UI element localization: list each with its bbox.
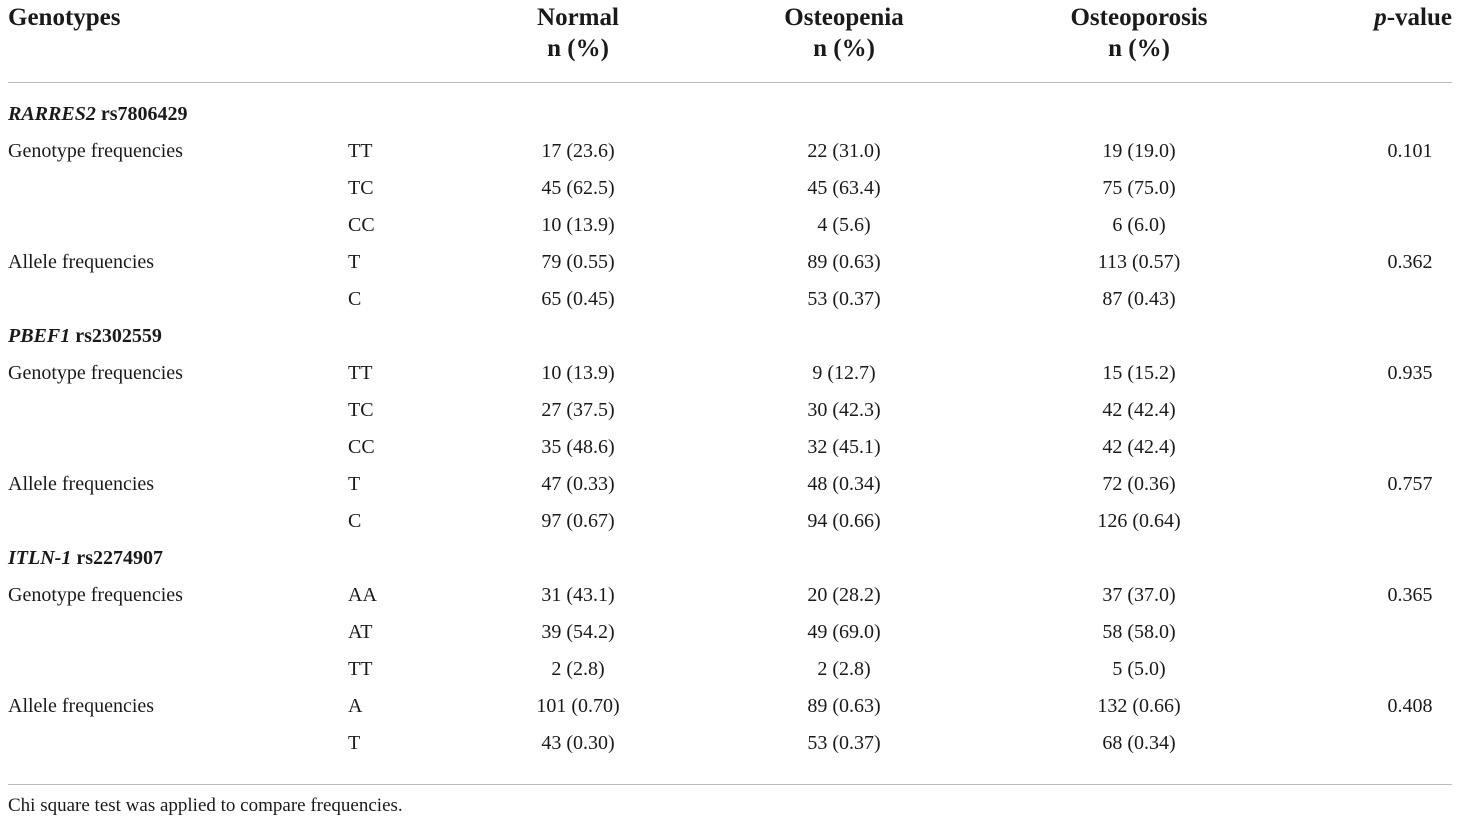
frequency-group: Allele frequencies xyxy=(8,251,155,273)
table-row xyxy=(0,392,1460,429)
table-row xyxy=(0,688,1460,725)
genotype: TC xyxy=(348,399,374,421)
genotype: A xyxy=(348,695,363,717)
gene-name: PBEF1 xyxy=(8,325,71,347)
p-value: 0.101 xyxy=(1387,140,1433,162)
osteopenia-count: 32 (45.1) xyxy=(807,436,881,458)
normal-count: 65 (0.45) xyxy=(541,288,615,310)
snp-id: rs2302559 xyxy=(70,325,162,347)
osteopenia-count: 22 (31.0) xyxy=(807,140,881,162)
genotype: TT xyxy=(348,140,373,162)
table-row xyxy=(0,133,1460,170)
snp-id: rs2274907 xyxy=(71,547,163,569)
genotype: C xyxy=(348,288,362,310)
frequency-group: Allele frequencies xyxy=(8,695,155,717)
table-footnote: Chi square test was applied to compare frequencies. xyxy=(8,795,403,816)
table-row xyxy=(0,466,1460,503)
osteopenia-count: 20 (28.2) xyxy=(807,584,881,606)
osteopenia-count: 89 (0.63) xyxy=(807,695,881,717)
genotype: CC xyxy=(348,436,375,458)
genotype: T xyxy=(348,473,361,495)
table-row xyxy=(0,429,1460,466)
genotype: AT xyxy=(348,621,373,643)
osteoporosis-count: 5 (5.0) xyxy=(1112,658,1166,680)
genotype: TT xyxy=(348,362,373,384)
section-title xyxy=(8,318,162,355)
table-row xyxy=(0,503,1460,540)
footer-divider xyxy=(8,784,1452,785)
genotype: T xyxy=(348,732,361,754)
header-pvalue-suffix: -value xyxy=(1386,4,1452,31)
header-osteoporosis-title: Osteoporosis xyxy=(1070,4,1208,31)
table-row xyxy=(0,170,1460,207)
section-title-row xyxy=(0,318,1460,355)
osteopenia-count: 49 (69.0) xyxy=(807,621,881,643)
header-normal xyxy=(448,2,708,64)
normal-count: 97 (0.67) xyxy=(541,510,615,532)
normal-count: 10 (13.9) xyxy=(541,214,615,236)
p-value: 0.365 xyxy=(1387,584,1433,606)
gene-name: RARRES2 xyxy=(8,103,96,125)
gene-name: ITLN-1 xyxy=(8,547,72,569)
osteoporosis-count: 37 (37.0) xyxy=(1102,584,1176,606)
frequency-group: Genotype frequencies xyxy=(8,362,183,384)
osteoporosis-count: 126 (0.64) xyxy=(1097,510,1181,532)
table-row xyxy=(0,614,1460,651)
normal-count: 101 (0.70) xyxy=(536,695,620,717)
osteoporosis-count: 42 (42.4) xyxy=(1102,399,1176,421)
normal-count: 47 (0.33) xyxy=(541,473,615,495)
normal-count: 17 (23.6) xyxy=(541,140,615,162)
normal-count: 10 (13.9) xyxy=(541,362,615,384)
header-divider xyxy=(8,82,1452,83)
table-row xyxy=(0,577,1460,614)
normal-count: 2 (2.8) xyxy=(551,658,605,680)
osteopenia-count: 4 (5.6) xyxy=(817,214,871,236)
osteopenia-count: 53 (0.37) xyxy=(807,732,881,754)
table-row xyxy=(0,281,1460,318)
frequency-group: Genotype frequencies xyxy=(8,140,183,162)
osteopenia-count: 2 (2.8) xyxy=(817,658,871,680)
osteopenia-count: 53 (0.37) xyxy=(807,288,881,310)
genotype: T xyxy=(348,251,361,273)
osteopenia-count: 9 (12.7) xyxy=(812,362,876,384)
section-title-row xyxy=(0,540,1460,577)
header-normal-title: Normal xyxy=(537,4,619,31)
header-pvalue-p: p xyxy=(1374,4,1387,31)
table-row xyxy=(0,725,1460,762)
osteoporosis-count: 15 (15.2) xyxy=(1102,362,1176,384)
genotype: TC xyxy=(348,177,374,199)
osteoporosis-count: 87 (0.43) xyxy=(1102,288,1176,310)
osteopenia-count: 48 (0.34) xyxy=(807,473,881,495)
header-osteopenia-unit: n (%) xyxy=(813,35,875,62)
header-osteoporosis-unit: n (%) xyxy=(1108,35,1170,62)
osteopenia-count: 45 (63.4) xyxy=(807,177,881,199)
normal-count: 39 (54.2) xyxy=(541,621,615,643)
section-title xyxy=(8,96,188,133)
osteoporosis-count: 75 (75.0) xyxy=(1102,177,1176,199)
osteoporosis-count: 42 (42.4) xyxy=(1102,436,1176,458)
header-osteopenia-title: Osteopenia xyxy=(784,4,904,31)
p-value: 0.935 xyxy=(1387,362,1433,384)
osteopenia-count: 89 (0.63) xyxy=(807,251,881,273)
table-row xyxy=(0,651,1460,688)
osteoporosis-count: 58 (58.0) xyxy=(1102,621,1176,643)
table-row xyxy=(0,244,1460,281)
osteopenia-count: 94 (0.66) xyxy=(807,510,881,532)
genotype: C xyxy=(348,510,362,532)
frequency-group: Genotype frequencies xyxy=(8,584,183,606)
normal-count: 31 (43.1) xyxy=(541,584,615,606)
osteoporosis-count: 72 (0.36) xyxy=(1102,473,1176,495)
osteoporosis-count: 6 (6.0) xyxy=(1112,214,1166,236)
section-title xyxy=(8,540,163,577)
normal-count: 27 (37.5) xyxy=(541,399,615,421)
osteoporosis-count: 132 (0.66) xyxy=(1097,695,1181,717)
osteoporosis-count: 68 (0.34) xyxy=(1102,732,1176,754)
snp-id: rs7806429 xyxy=(95,103,188,125)
osteopenia-count: 30 (42.3) xyxy=(807,399,881,421)
normal-count: 35 (48.6) xyxy=(541,436,615,458)
normal-count: 45 (62.5) xyxy=(541,177,615,199)
header-pvalue xyxy=(1374,2,1452,33)
osteoporosis-count: 113 (0.57) xyxy=(1097,251,1181,273)
p-value: 0.362 xyxy=(1387,251,1433,273)
header-normal-unit: n (%) xyxy=(547,35,609,62)
header-genotypes: Genotypes xyxy=(8,4,121,31)
normal-count: 79 (0.55) xyxy=(541,251,615,273)
frequency-group: Allele frequencies xyxy=(8,473,155,495)
normal-count: 43 (0.30) xyxy=(541,732,615,754)
section-title-row xyxy=(0,96,1460,133)
p-value: 0.408 xyxy=(1387,695,1433,717)
header-osteoporosis xyxy=(1009,2,1269,64)
p-value: 0.757 xyxy=(1387,473,1433,495)
table-row xyxy=(0,207,1460,244)
genotype: CC xyxy=(348,214,375,236)
header-osteopenia xyxy=(714,2,974,64)
table-row xyxy=(0,355,1460,392)
genotype: AA xyxy=(348,584,377,606)
genotype: TT xyxy=(348,658,373,680)
osteoporosis-count: 19 (19.0) xyxy=(1102,140,1176,162)
